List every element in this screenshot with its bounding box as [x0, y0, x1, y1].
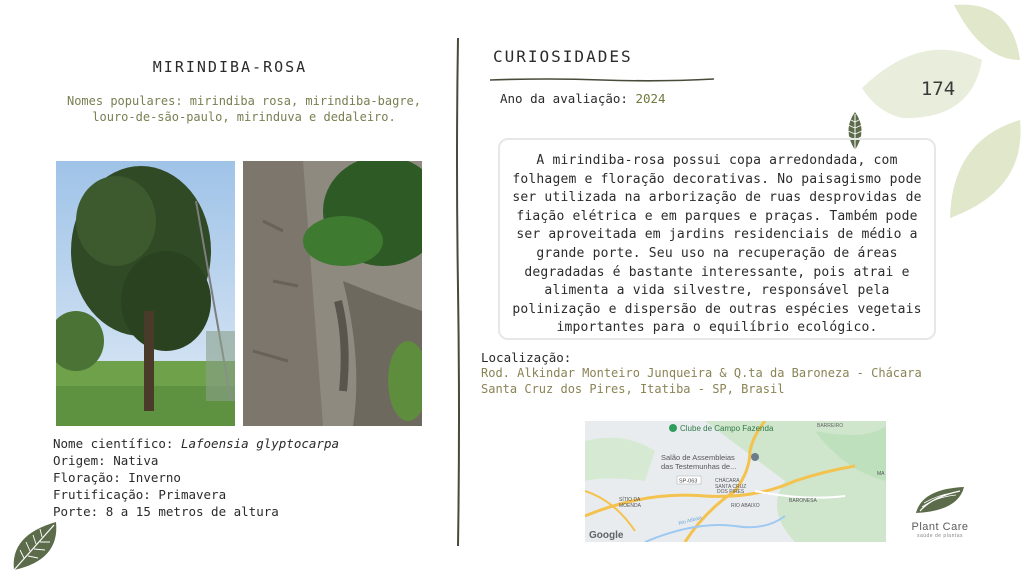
svg-text:BARONESA: BARONESA [789, 498, 817, 504]
vertical-divider [455, 38, 461, 546]
google-logo: Google [589, 530, 624, 541]
species-title: MIRINDIBA-ROSA [152, 58, 308, 76]
location-address[interactable]: Rod. Alkindar Monteiro Junqueira & Q.ta da Baroneza - Chácara Santa Cruz dos Pires, Itatiba - SP, Brasil [481, 366, 922, 396]
svg-text:BARREIRO: BARREIRO [817, 423, 844, 429]
svg-text:SANTA CRUZ: SANTA CRUZ [715, 484, 747, 490]
curiosities-text: A mirindiba-rosa possui copa arredondada, com folhagem e floração decorativas. No paisagismo pode ser utilizada na arborização de ruas desprovidas de fiação elétrica e em parques e praças. Também pode ser aproveitada em jardins residenciais de médio a grande porte. Seu uso na recuperação de áreas degradadas é bastante interessante, pois atrai e alimenta a vida silvestre, responsável pela polinização e dispersão de outras espécies vegetais importantes para o equilíbrio ecológico. [498, 138, 936, 340]
brand-logo [900, 485, 980, 539]
heading-underline [490, 68, 714, 74]
bark-photo [243, 161, 422, 426]
size-row: Porte: 8 a 15 metros de altura [53, 504, 279, 519]
brand-name: Plant Care [911, 521, 969, 533]
svg-text:RIO ABAIXO: RIO ABAIXO [731, 503, 760, 509]
origin-row: Origem: Nativa [53, 453, 159, 468]
svg-text:Salão de Assembleias: Salão de Assembleias [661, 453, 735, 462]
map-pin-icon [669, 424, 677, 432]
species-facts [53, 435, 339, 520]
leaf-icon [10, 520, 60, 576]
flowering-row: Floração: Inverno [53, 470, 181, 485]
map-poi-icon [751, 453, 759, 461]
curiosities-heading: CURIOSIDADES [493, 47, 633, 66]
location-label: Localização: [481, 350, 572, 365]
svg-text:SÍTIO DA: SÍTIO DA [619, 497, 641, 503]
scientific-name: Lafoensia glyptocarpa [180, 436, 339, 451]
brand-tagline: saúde de plantas [916, 533, 964, 539]
map-label-club: Clube de Campo Fazenda [680, 424, 774, 433]
svg-text:DOS PIRES: DOS PIRES [717, 489, 745, 495]
popular-names: Nomes populares: mirindiba rosa, mirindiba-bagre, louro-de-são-paulo, mirinduva e dedaleiro. [66, 94, 421, 124]
tree-photo [56, 161, 235, 426]
location-map[interactable] [585, 421, 886, 542]
svg-text:das Testemunhas de...: das Testemunhas de... [661, 462, 737, 471]
page-number: 174 [920, 78, 956, 100]
plant-care-logo-icon [912, 485, 968, 515]
fruiting-row: Frutificação: Primavera [53, 487, 227, 502]
evaluation-year: Ano da avaliação: 2024 [500, 91, 666, 106]
svg-text:SP-063: SP-063 [679, 478, 698, 485]
svg-text:CHÁCARA: CHÁCARA [715, 478, 740, 484]
svg-text:Rio Atibaia: Rio Atibaia [677, 514, 703, 527]
decorative-leaves [862, 0, 1024, 230]
svg-text:MA: MA [877, 471, 885, 477]
svg-text:MOENDA: MOENDA [619, 503, 641, 509]
scientific-name-row: Nome científico: Lafoensia glyptocarpa [53, 436, 339, 451]
